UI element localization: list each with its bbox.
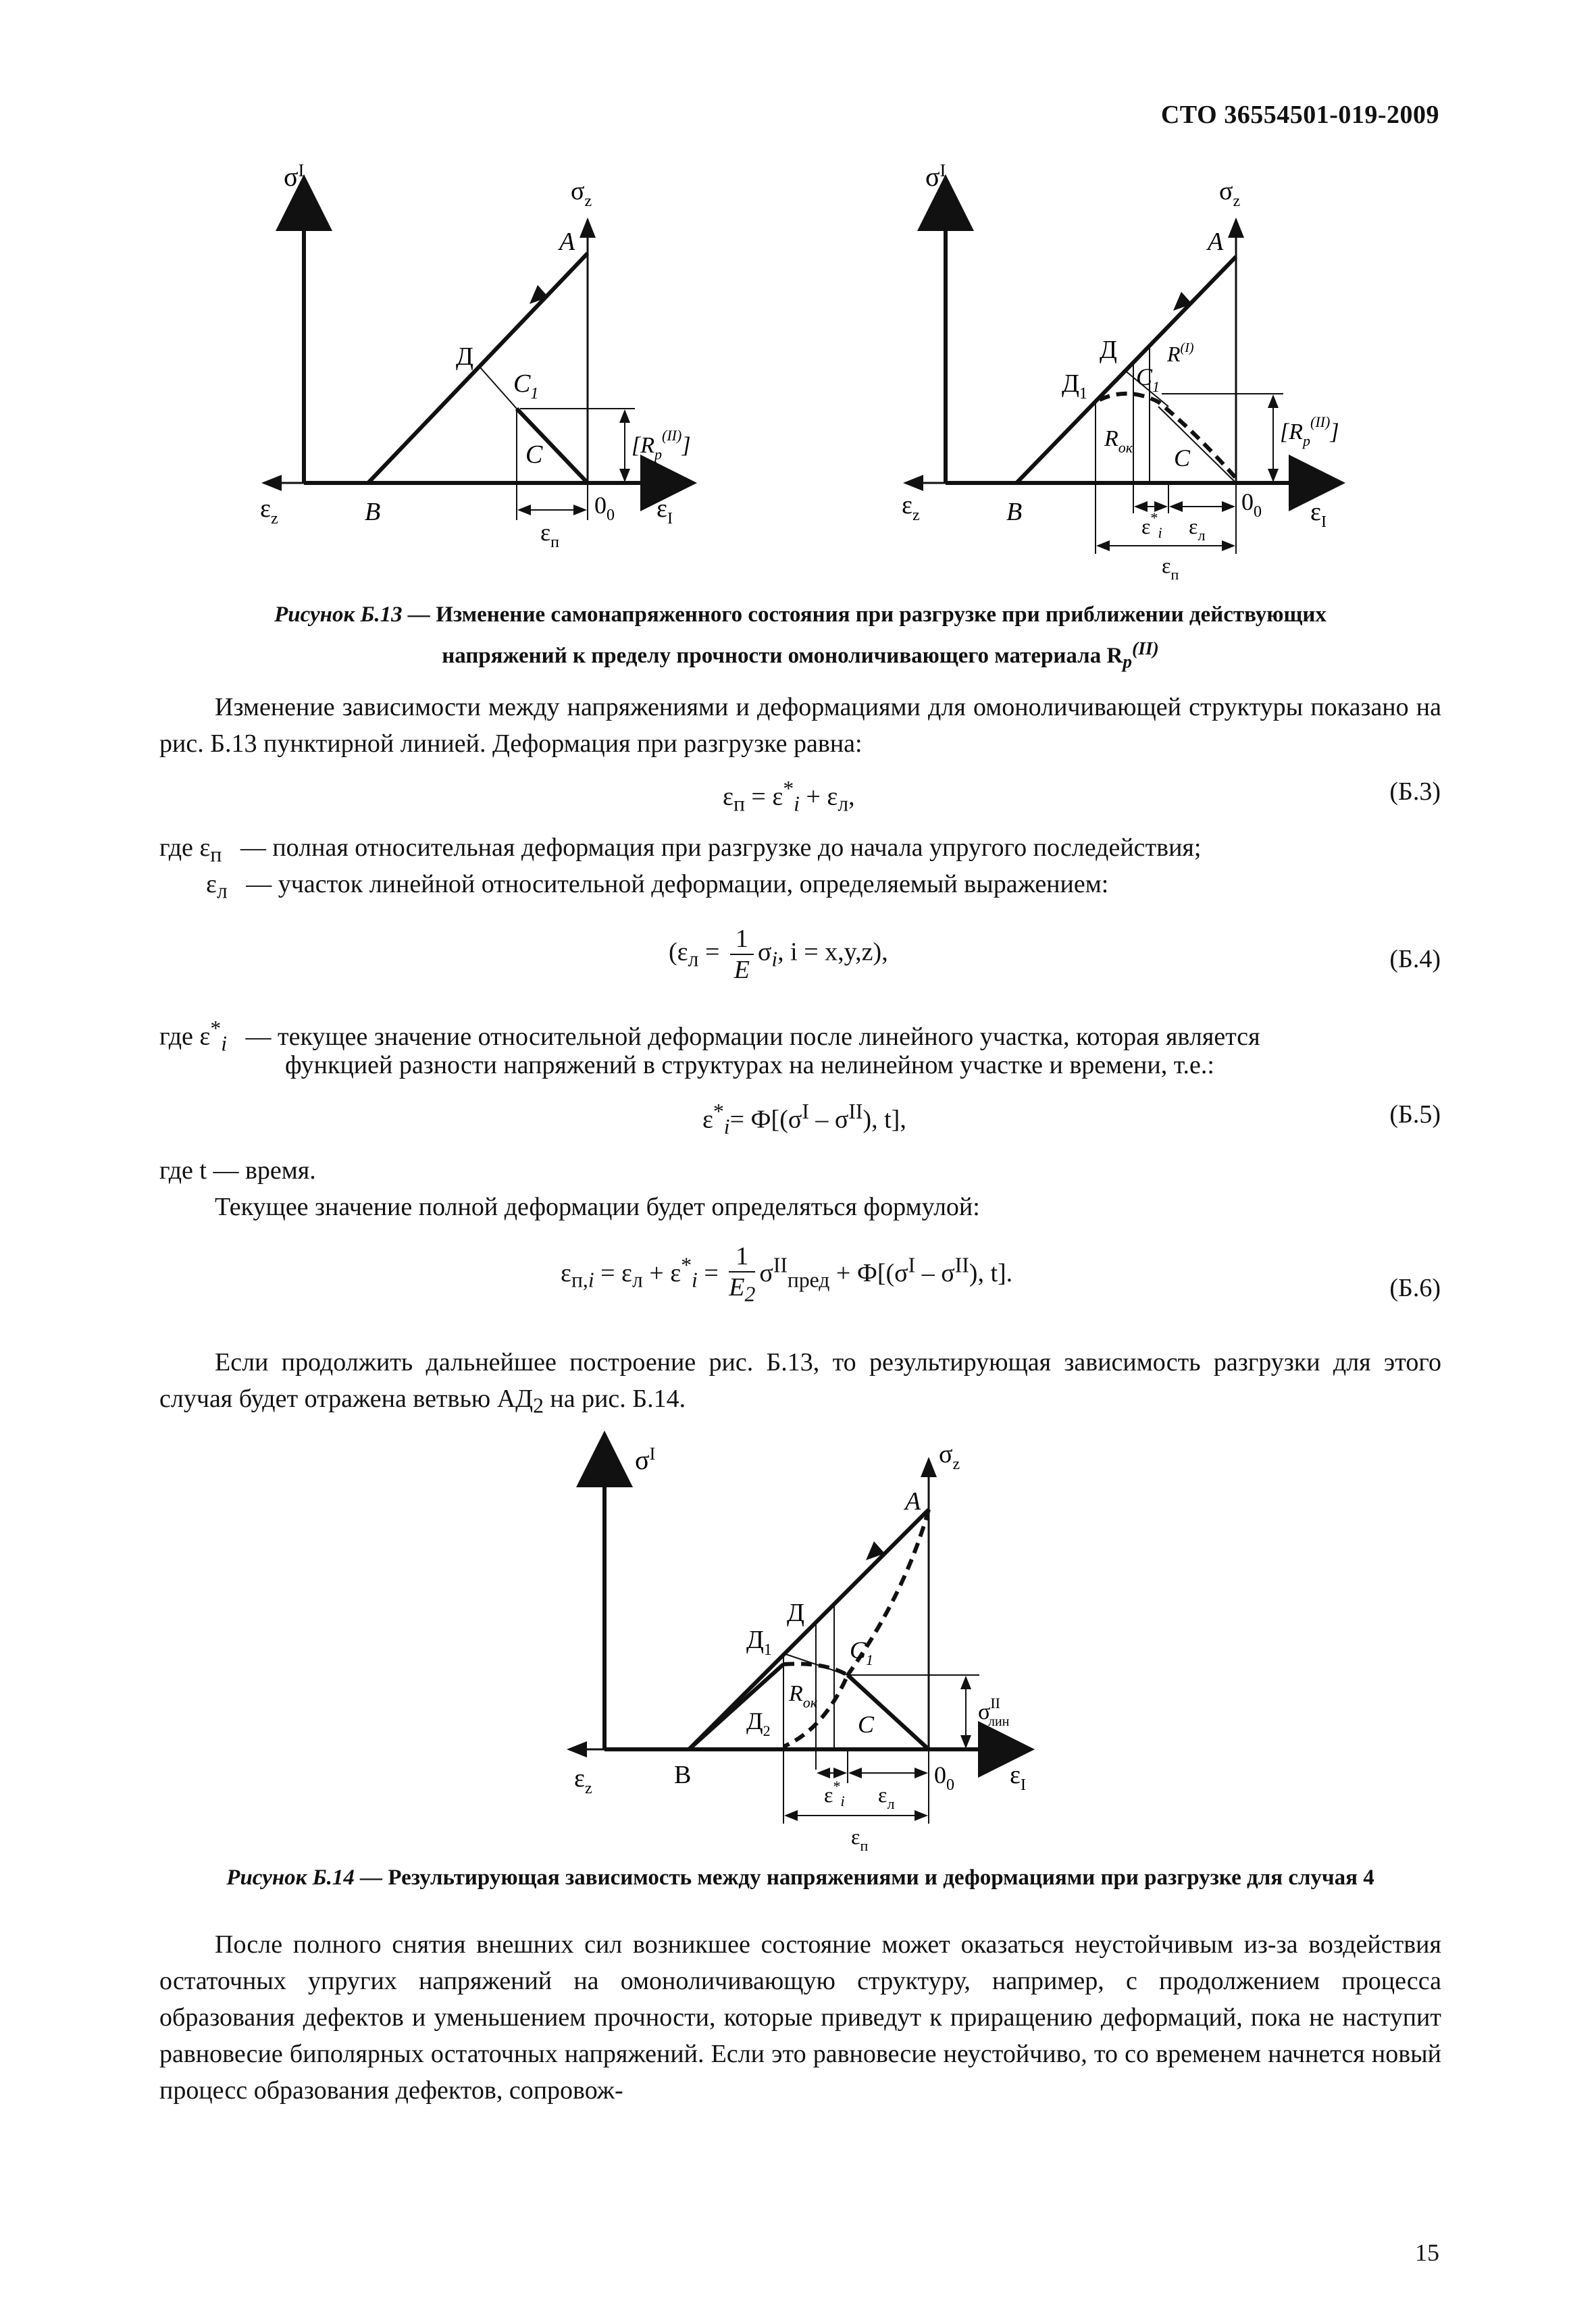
svg-text:C: C <box>858 1711 875 1738</box>
equation-b4-number: (Б.4) <box>1389 945 1441 973</box>
svg-text:εл: $\varepsilon_л$ <box>878 1782 895 1812</box>
svg-text:Д1: $Д_1$ <box>746 1626 772 1659</box>
svg-text:Д: Д <box>1100 336 1117 364</box>
svg-text:Д: Д <box>456 342 473 371</box>
paragraph-4: После полного снятия внешних сил возникшее состояние может оказаться неустойчивым из-за воздействия остаточных упругих напряжений на омоноличивающую структуру, например, с продолжением процесса образования дефектов и уменьшением прочности, которые приведут к приращению деформаций, пока не наступит равновесие биполярных остаточных напряжений. Если это равновесие неустойчиво, то со временем начнется новый процесс образования дефектов, сопровож- <box>159 1930 1441 2105</box>
svg-text:εI: $\varepsilon_I$ <box>1010 1761 1026 1794</box>
where-eps-i-cont: функцией разности напряжений в структурах на нелинейном участке и времени, т.е.: <box>285 1051 1214 1079</box>
svg-text:εz: $\varepsilon_z$ <box>260 494 278 528</box>
svg-text:εп: $\varepsilon_п$ <box>540 519 559 551</box>
where-time: где t — время. <box>159 1156 316 1185</box>
equation-b5-number: (Б.5) <box>1389 1100 1441 1129</box>
svg-text:C: C <box>1174 444 1191 471</box>
svg-text:εл: $\varepsilon_л$ <box>1189 514 1206 544</box>
svg-text:C1: $C_1$ <box>513 369 539 403</box>
figure-13-left-diagram <box>243 162 689 554</box>
svg-text:εп: $\varepsilon_п$ <box>1162 553 1179 583</box>
svg-text:εz: $\varepsilon_z$ <box>902 491 920 524</box>
paragraph-2: Текущее значение полной деформации будет определяться формулой: <box>215 1193 980 1221</box>
svg-text:σz: $\sigma_z$ <box>571 177 592 210</box>
paragraph-3: Если продолжить дальнейшее построение рис. Б.13, то результирующая зависимость разгрузки для этого случая будет отражена ветвью $АД_2$ на рис. Б.14. <box>159 1348 1441 1418</box>
figure-14-diagram <box>561 1432 1114 1854</box>
svg-text:ε*i: $\varepsilon^*_i$ <box>1141 509 1162 541</box>
svg-text:Д1: $Д_1$ <box>1062 369 1087 403</box>
where-eps-l: $\varepsilon_л$ — участок линейной относительной деформации, определяемый выражением: <box>206 870 1109 903</box>
svg-text:[Rp(II)]: $[R_p^{(II)}]$ <box>632 427 691 463</box>
equation-b3-number: (Б.3) <box>1389 777 1441 806</box>
svg-text:σz: $\sigma_z$ <box>939 1440 960 1473</box>
svg-text:σI: $\sigma^I$ <box>925 161 946 192</box>
document-code: СТО 36554501-019-2009 <box>1160 101 1439 129</box>
svg-text:00: $0_0$ <box>1241 488 1262 521</box>
equation-b6: $\varepsilon_{п,i} = \varepsilon_л + \varepsilon^*_i$ = $\frac{1}{E_2}$ $\sigma^{II}_{пред} + Ф[(\sigma^I - \sigma^{II})$, t]. <box>561 1242 1013 1306</box>
svg-text:Д2: $Д_2$ <box>746 1707 771 1739</box>
svg-text:C: C <box>525 440 543 469</box>
figure-14-caption: Рисунок Б.14 — Результирующая зависимость между напряжениями и деформациями при разгрузке для случая 4 <box>226 1866 1374 1890</box>
where-eps-p: где $\varepsilon_п$ — полная относительная деформация при разгрузке до начала упругого последействия; <box>159 833 1202 867</box>
svg-text:Д: Д <box>787 1599 804 1627</box>
svg-text:σIIлин: $\sigma^{II}$ лин <box>978 1695 1010 1729</box>
svg-text:C1: $C_1$ <box>1136 363 1160 395</box>
svg-text:A: A <box>1208 228 1224 256</box>
svg-text:C1: $C_1$ <box>850 1637 874 1668</box>
svg-text:B: B <box>365 498 381 526</box>
svg-text:εI: $\varepsilon_I$ <box>657 494 673 528</box>
svg-text:ε*i: $\varepsilon^*_i$ <box>824 1778 845 1809</box>
svg-text:R(I): $R^{(I)}$ <box>1167 340 1194 366</box>
svg-text:σI: $\sigma^I$ <box>284 161 305 192</box>
page-number: 15 <box>1415 2239 1439 2266</box>
svg-text:σI: $\sigma^I$ <box>635 1444 656 1475</box>
svg-text:A: A <box>559 228 575 256</box>
figure-13-right-diagram <box>885 162 1371 581</box>
svg-text:Rок: $R_{ок}$ <box>789 1681 818 1711</box>
svg-text:В: В <box>674 1761 692 1789</box>
svg-text:00: $0_0$ <box>934 1762 954 1794</box>
equation-b4: ($\varepsilon_л$ = $\frac{1}{E}$ $\sigma_i$, i = x,y,z), <box>669 925 888 984</box>
paragraph-1: Изменение зависимости между напряжениями и деформациями для омоноличивающей структуры показано на рис. Б.13 пунктирной линией. Деформация при разгрузке равна: <box>159 693 1441 758</box>
svg-text:A: A <box>905 1487 921 1516</box>
svg-text:B: B <box>1006 498 1023 526</box>
equation-b6-number: (Б.6) <box>1389 1274 1441 1302</box>
equation-b5: $\varepsilon^*_i= Ф[(\sigma^I - \sigma^{II})$, t], <box>702 1100 906 1139</box>
where-eps-i: где $\varepsilon^*_i$ — текущее значение относительной деформации после линейного участка, которая является <box>159 1017 1260 1056</box>
svg-text:σz: $\sigma_z$ <box>1219 177 1241 210</box>
svg-text:Rок: $R_{ок}$ <box>1104 426 1133 456</box>
svg-text:00: $0_0$ <box>594 492 615 524</box>
figure-13-caption: Рисунок Б.13 — Изменение самонапряженного состояния при разгрузке при приближении действующих напряжений к пределу прочности омоноличивающего материала $R_p^{(II)}$ <box>274 602 1327 672</box>
svg-text:εI: $\varepsilon_I$ <box>1310 498 1327 531</box>
svg-text:εz: $\varepsilon_z$ <box>574 1764 592 1797</box>
svg-text:εп: $\varepsilon_п$ <box>851 1824 869 1854</box>
svg-text:[Rp(II)]: $[R_p^{(II)}]$ <box>1280 413 1339 449</box>
equation-b3: $\varepsilon_п = \varepsilon^*_i + \varepsilon_л$, <box>723 777 855 816</box>
